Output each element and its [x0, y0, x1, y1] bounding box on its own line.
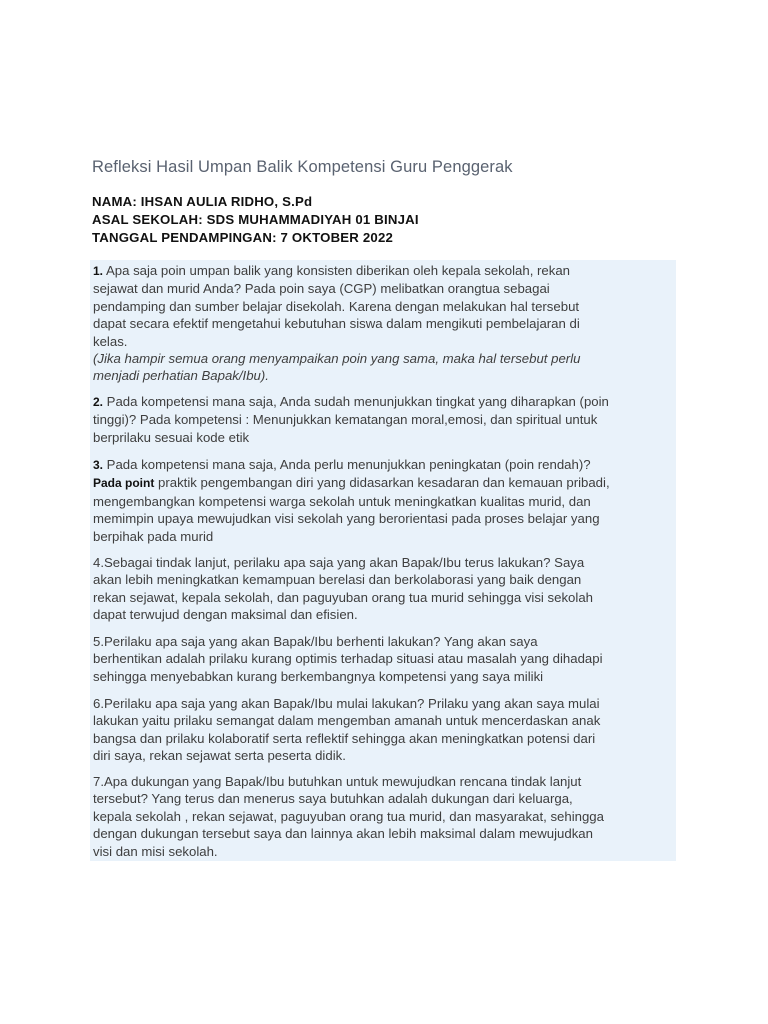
reflection-item-4 [93, 554, 675, 624]
item-number: 3. [93, 458, 104, 472]
item-text-continued: praktik pengembangan diri yang didasarkan kesadaran dan kemauan pribadi, mengembangkan kompetensi warga sekolah untuk meningkatkan kualitas murid, dan memimpin upaya mewujudkan visi sekolah yang berorientasi pada proses belajar yang berpihak pada murid [93, 475, 610, 544]
reflection-item-7 [93, 773, 675, 860]
item-text: 5.Perilaku apa saja yang akan Bapak/Ibu berhenti lakukan? Yang akan saya berhentikan adalah prilaku kurang optimis terhadap situasi atau masalah yang dihadapi sehingga menyebabkan kurang berkembangnya kompetensi yang saya miliki [93, 634, 603, 684]
name-line: NAMA: IHSAN AULIA RIDHO, S.Pd [92, 194, 313, 209]
item-number: 1. [93, 264, 104, 278]
reflection-item-5 [93, 633, 675, 685]
reflection-item-6 [93, 695, 675, 765]
item-text: 6.Perilaku apa saja yang akan Bapak/Ibu mulai lakukan? Prilaku yang akan saya mulai lakukan yaitu prilaku semangat dalam mengemban amanah untuk mencerdaskan anak bangsa dan prilaku kolaboratif serta reflektif sehingga akan meningkatkan potensi dari diri saya, rekan sejawat serta peserta didik. [93, 696, 601, 764]
item-number: 2. [93, 395, 104, 409]
date-line: TANGGAL PENDAMPINGAN: 7 OKTOBER 2022 [92, 230, 394, 245]
item-text: Apa saja poin umpan balik yang konsisten diberikan oleh kepala sekolah, rekan sejawat dan murid Anda? Pada poin saya (CGP) melibatkan orangtua sebagai pendamping dan sumber belajar disekolah. Karena dengan melakukan hal tersebut dapat secara efektif mengetahui kebutuhan siswa dalam mengikuti pembelajaran di kelas. [93, 263, 580, 349]
reflection-item-1 [93, 262, 675, 385]
item-lead: Pada point [93, 476, 155, 491]
reflection-item-2 [93, 393, 675, 446]
identity-block [92, 193, 419, 247]
school-line: ASAL SEKOLAH: SDS MUHAMMADIYAH 01 BINJAI [92, 212, 419, 227]
item-text: Pada kompetensi mana saja, Anda perlu menunjukkan peningkatan (poin rendah)? [103, 457, 591, 472]
reflection-item-3 [93, 456, 675, 545]
item-text: 4.Sebagai tindak lanjut, perilaku apa saja yang akan Bapak/Ibu terus lakukan? Saya akan lebih meningkatkan kemampuan berelasi dan berkolaborasi yang baik dengan rekan sejawat, kepala sekolah, dan paguyuban orang tua murid sehingga visi sekolah dapat terwujud dengan maksimal dan efisien. [93, 555, 593, 623]
item-text: Pada kompetensi mana saja, Anda sudah menunjukkan tingkat yang diharapkan (poin tinggi)? Pada kompetensi : Menunjukkan kematangan moral,emosi, dan spiritual untuk berprilaku sesuai kode etik [93, 394, 609, 445]
item-text: 7.Apa dukungan yang Bapak/Ibu butuhkan untuk mewujudkan rencana tindak lanjut tersebut? Yang terus dan menerus saya butuhkan adalah dukungan dari keluarga, kepala sekolah , rekan sejawat, paguyuban orang tua murid, dan masyarakat, sehingga dengan dukungan tersebut saya dan lainnya akan lebih maksimal dalam mewujudkan visi dan misi sekolah. [93, 774, 604, 859]
document-title: Refleksi Hasil Umpan Balik Kompetensi Guru Penggerak [92, 158, 513, 176]
reflection-box [90, 260, 676, 861]
item-note: (Jika hampir semua orang menyampaikan poin yang sama, maka hal tersebut perlu menjadi perhatian Bapak/Ibu). [93, 351, 581, 384]
